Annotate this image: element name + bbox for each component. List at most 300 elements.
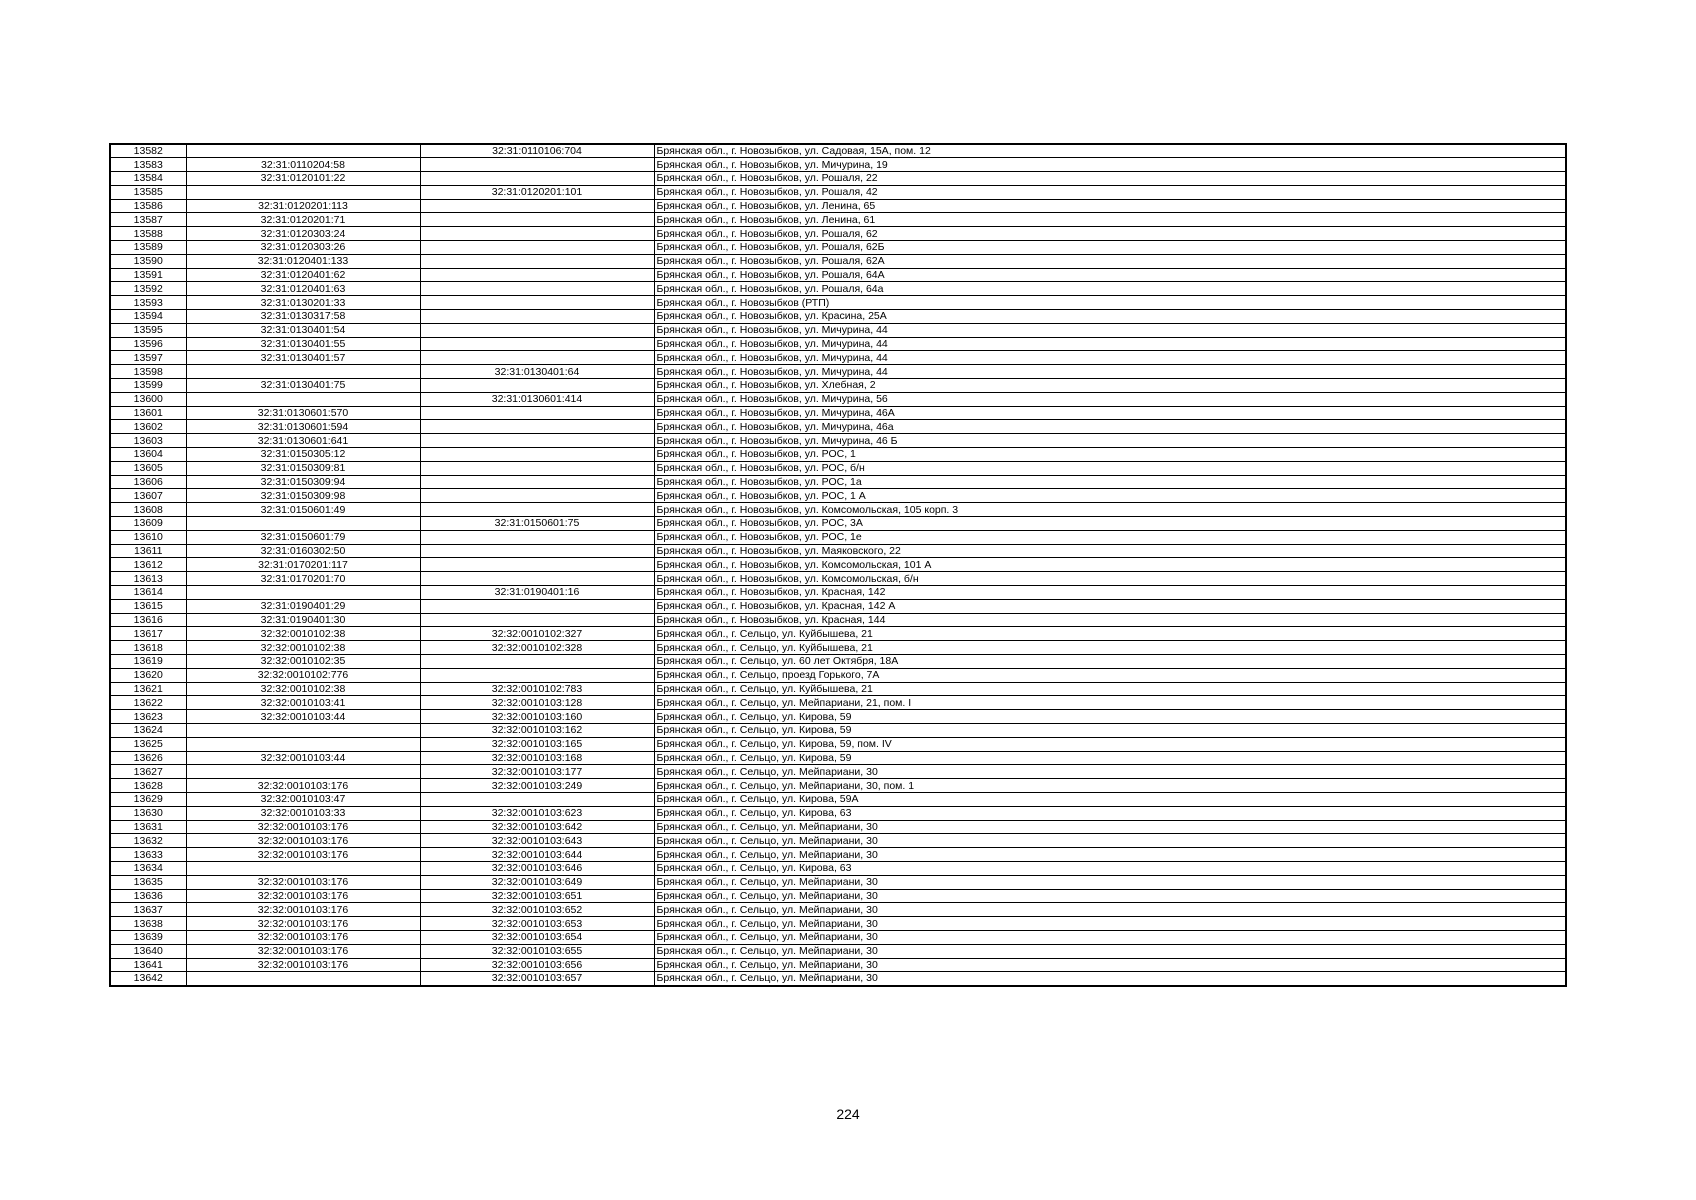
cadastral-parcel-cell: 32:31:0120303:26 [186,241,420,255]
address-cell: Брянская обл., г. Новозыбков, ул. Мичурина, 44 [654,351,1566,365]
row-number-cell: 13596 [110,337,186,351]
table-row [110,682,1566,696]
address-cell: Брянская обл., г. Новозыбков, ул. Ленина, 65 [654,199,1566,213]
cadastral-object-cell: 32:32:0010103:656 [420,958,654,972]
row-number-cell: 13599 [110,379,186,393]
row-number-cell: 13597 [110,351,186,365]
table-row [110,351,1566,365]
cadastral-object-cell: 32:31:0150601:75 [420,517,654,531]
row-number-cell: 13608 [110,503,186,517]
cadastral-object-cell [420,379,654,393]
row-number-cell: 13583 [110,158,186,172]
table-row [110,668,1566,682]
table-row [110,392,1566,406]
address-cell: Брянская обл., г. Новозыбков, ул. Красная, 144 [654,613,1566,627]
row-number-cell: 13603 [110,434,186,448]
table-row [110,517,1566,531]
table-row [110,544,1566,558]
address-cell: Брянская обл., г. Новозыбков, ул. РОС, 1 А [654,489,1566,503]
address-cell: Брянская обл., г. Новозыбков, ул. РОС, 3А [654,517,1566,531]
row-number-cell: 13592 [110,282,186,296]
cadastral-object-cell: 32:31:0130401:64 [420,365,654,379]
cadastral-object-cell [420,241,654,255]
table-row [110,365,1566,379]
cadastral-object-cell: 32:31:0190401:16 [420,586,654,600]
cadastral-parcel-cell: 32:32:0010103:176 [186,820,420,834]
address-cell: Брянская обл., г. Сельцо, ул. Мейпариани, 30 [654,820,1566,834]
table-row [110,420,1566,434]
cadastral-object-cell: 32:32:0010103:177 [420,765,654,779]
cadastral-parcel-cell: 32:32:0010103:44 [186,751,420,765]
cadastral-object-cell [420,461,654,475]
cadastral-parcel-cell: 32:31:0170201:117 [186,558,420,572]
row-number-cell: 13618 [110,641,186,655]
cadastral-parcel-cell: 32:31:0150309:98 [186,489,420,503]
cadastral-parcel-cell: 32:32:0010102:776 [186,668,420,682]
cadastral-parcel-cell [186,765,420,779]
cadastral-object-cell: 32:32:0010103:651 [420,889,654,903]
row-number-cell: 13629 [110,792,186,806]
cadastral-parcel-cell: 32:31:0130401:55 [186,337,420,351]
table-row [110,448,1566,462]
address-cell: Брянская обл., г. Новозыбков, ул. Комсомольская, 105 корп. 3 [654,503,1566,517]
address-cell: Брянская обл., г. Сельцо, ул. Куйбышева, 21 [654,641,1566,655]
row-number-cell: 13590 [110,254,186,268]
table-row [110,199,1566,213]
row-number-cell: 13640 [110,944,186,958]
cadastral-object-cell [420,572,654,586]
table-row [110,268,1566,282]
row-number-cell: 13625 [110,737,186,751]
cadastral-object-cell: 32:31:0110106:704 [420,144,654,158]
table-row [110,282,1566,296]
row-number-cell: 13587 [110,213,186,227]
cadastral-parcel-cell: 32:31:0130401:75 [186,379,420,393]
cadastral-object-cell [420,420,654,434]
address-cell: Брянская обл., г. Новозыбков, ул. РОС, 1 [654,448,1566,462]
cadastral-parcel-cell: 32:31:0120303:24 [186,227,420,241]
cadastral-object-cell: 32:31:0130601:414 [420,392,654,406]
table-row [110,654,1566,668]
cadastral-parcel-cell: 32:31:0130601:641 [186,434,420,448]
address-cell: Брянская обл., г. Сельцо, ул. Мейпариани, 30 [654,903,1566,917]
cadastral-parcel-cell: 32:32:0010103:41 [186,696,420,710]
row-number-cell: 13607 [110,489,186,503]
cadastral-object-cell: 32:32:0010103:162 [420,723,654,737]
address-cell: Брянская обл., г. Новозыбков, ул. Рошаля, 64А [654,268,1566,282]
cadastral-parcel-cell: 32:32:0010102:38 [186,682,420,696]
table-row [110,944,1566,958]
address-cell: Брянская обл., г. Новозыбков, ул. Рошаля, 62Б [654,241,1566,255]
table-row [110,475,1566,489]
cadastral-parcel-cell: 32:32:0010103:176 [186,930,420,944]
cadastral-object-cell: 32:32:0010102:783 [420,682,654,696]
registry-table [109,143,1567,987]
address-cell: Брянская обл., г. Новозыбков, ул. Садовая, 15А, пом. 12 [654,144,1566,158]
address-cell: Брянская обл., г. Новозыбков, ул. Рошаля, 62А [654,254,1566,268]
row-number-cell: 13621 [110,682,186,696]
table-row [110,158,1566,172]
cadastral-object-cell [420,613,654,627]
row-number-cell: 13605 [110,461,186,475]
address-cell: Брянская обл., г. Новозыбков, ул. Рошаля, 62 [654,227,1566,241]
cadastral-object-cell [420,323,654,337]
cadastral-parcel-cell [186,144,420,158]
cadastral-parcel-cell: 32:32:0010103:176 [186,779,420,793]
table-row [110,751,1566,765]
row-number-cell: 13584 [110,172,186,186]
address-cell: Брянская обл., г. Новозыбков, ул. Мичурина, 46а [654,420,1566,434]
table-row [110,241,1566,255]
cadastral-object-cell: 32:32:0010103:654 [420,930,654,944]
table-row [110,696,1566,710]
table-row [110,572,1566,586]
row-number-cell: 13638 [110,917,186,931]
cadastral-object-cell [420,654,654,668]
row-number-cell: 13627 [110,765,186,779]
cadastral-object-cell: 32:32:0010103:646 [420,861,654,875]
cadastral-parcel-cell: 32:31:0150601:79 [186,530,420,544]
cadastral-parcel-cell: 32:31:0190401:29 [186,599,420,613]
page-number: 224 [836,1106,860,1122]
cadastral-parcel-cell: 32:32:0010103:33 [186,806,420,820]
table-row [110,627,1566,641]
cadastral-parcel-cell [186,861,420,875]
address-cell: Брянская обл., г. Новозыбков, ул. Комсомольская, 101 А [654,558,1566,572]
cadastral-object-cell: 32:32:0010103:249 [420,779,654,793]
cadastral-parcel-cell: 32:31:0160302:50 [186,544,420,558]
address-cell: Брянская обл., г. Новозыбков, ул. Ленина, 61 [654,213,1566,227]
cadastral-parcel-cell: 32:31:0150309:81 [186,461,420,475]
table-row [110,144,1566,158]
cadastral-parcel-cell: 32:32:0010103:176 [186,917,420,931]
cadastral-parcel-cell [186,185,420,199]
cadastral-object-cell [420,503,654,517]
row-number-cell: 13616 [110,613,186,627]
address-cell: Брянская обл., г. Сельцо, ул. Кирова, 63 [654,806,1566,820]
table-row [110,875,1566,889]
cadastral-parcel-cell [186,586,420,600]
row-number-cell: 13622 [110,696,186,710]
row-number-cell: 13637 [110,903,186,917]
cadastral-parcel-cell: 32:32:0010103:176 [186,834,420,848]
cadastral-object-cell [420,213,654,227]
cadastral-parcel-cell: 32:31:0120201:71 [186,213,420,227]
row-number-cell: 13641 [110,958,186,972]
address-cell: Брянская обл., г. Новозыбков (РТП) [654,296,1566,310]
cadastral-object-cell: 32:32:0010103:643 [420,834,654,848]
cadastral-parcel-cell [186,365,420,379]
address-cell: Брянская обл., г. Новозыбков, ул. Мичурина, 46А [654,406,1566,420]
row-number-cell: 13593 [110,296,186,310]
table-row [110,737,1566,751]
cadastral-object-cell [420,434,654,448]
row-number-cell: 13626 [110,751,186,765]
row-number-cell: 13620 [110,668,186,682]
address-cell: Брянская обл., г. Сельцо, ул. Мейпариани, 30 [654,875,1566,889]
cadastral-object-cell: 32:32:0010103:642 [420,820,654,834]
address-cell: Брянская обл., г. Новозыбков, ул. Красная, 142 [654,586,1566,600]
table-row [110,503,1566,517]
address-cell: Брянская обл., г. Новозыбков, ул. Хлебная, 2 [654,379,1566,393]
row-number-cell: 13613 [110,572,186,586]
registry-table-body [110,144,1566,986]
address-cell: Брянская обл., г. Новозыбков, ул. Рошаля, 64а [654,282,1566,296]
table-row [110,930,1566,944]
cadastral-object-cell [420,530,654,544]
cadastral-object-cell [420,282,654,296]
row-number-cell: 13624 [110,723,186,737]
address-cell: Брянская обл., г. Сельцо, ул. Кирова, 59 [654,751,1566,765]
cadastral-object-cell: 32:31:0120201:101 [420,185,654,199]
row-number-cell: 13610 [110,530,186,544]
table-row [110,834,1566,848]
cadastral-object-cell [420,792,654,806]
cadastral-object-cell: 32:32:0010103:165 [420,737,654,751]
row-number-cell: 13604 [110,448,186,462]
table-row [110,461,1566,475]
row-number-cell: 13589 [110,241,186,255]
cadastral-parcel-cell: 32:31:0190401:30 [186,613,420,627]
address-cell: Брянская обл., г. Сельцо, ул. Кирова, 59А [654,792,1566,806]
row-number-cell: 13600 [110,392,186,406]
cadastral-object-cell: 32:32:0010102:327 [420,627,654,641]
cadastral-parcel-cell: 32:31:0130201:33 [186,296,420,310]
cadastral-parcel-cell: 32:32:0010103:176 [186,944,420,958]
cadastral-object-cell: 32:32:0010103:160 [420,710,654,724]
table-row [110,227,1566,241]
row-number-cell: 13628 [110,779,186,793]
cadastral-object-cell [420,544,654,558]
cadastral-object-cell: 32:32:0010103:644 [420,848,654,862]
cadastral-object-cell [420,448,654,462]
table-row [110,434,1566,448]
row-number-cell: 13623 [110,710,186,724]
table-row [110,972,1566,986]
cadastral-object-cell: 32:32:0010103:649 [420,875,654,889]
address-cell: Брянская обл., г. Новозыбков, ул. Красина, 25А [654,310,1566,324]
table-row [110,641,1566,655]
address-cell: Брянская обл., г. Сельцо, ул. Мейпариани, 30 [654,848,1566,862]
table-row [110,296,1566,310]
cadastral-parcel-cell: 32:32:0010103:44 [186,710,420,724]
cadastral-parcel-cell: 32:32:0010103:47 [186,792,420,806]
table-row [110,779,1566,793]
table-row [110,379,1566,393]
row-number-cell: 13619 [110,654,186,668]
cadastral-parcel-cell [186,517,420,531]
address-cell: Брянская обл., г. Сельцо, ул. Кирова, 59, пом. IV [654,737,1566,751]
cadastral-object-cell: 32:32:0010103:652 [420,903,654,917]
cadastral-parcel-cell: 32:31:0150309:94 [186,475,420,489]
table-row [110,406,1566,420]
cadastral-parcel-cell: 32:32:0010102:38 [186,641,420,655]
address-cell: Брянская обл., г. Сельцо, ул. Мейпариани, 30 [654,917,1566,931]
row-number-cell: 13594 [110,310,186,324]
address-cell: Брянская обл., г. Сельцо, проезд Горького, 7А [654,668,1566,682]
cadastral-object-cell: 32:32:0010103:655 [420,944,654,958]
table-row [110,820,1566,834]
address-cell: Брянская обл., г. Новозыбков, ул. Рошаля, 22 [654,172,1566,186]
address-cell: Брянская обл., г. Сельцо, ул. Мейпариани, 30 [654,834,1566,848]
address-cell: Брянская обл., г. Сельцо, ул. Куйбышева, 21 [654,627,1566,641]
cadastral-parcel-cell: 32:31:0150601:49 [186,503,420,517]
cadastral-object-cell: 32:32:0010102:328 [420,641,654,655]
cadastral-object-cell [420,254,654,268]
address-cell: Брянская обл., г. Новозыбков, ул. Красная, 142 А [654,599,1566,613]
row-number-cell: 13612 [110,558,186,572]
cadastral-object-cell [420,599,654,613]
cadastral-object-cell: 32:32:0010103:657 [420,972,654,986]
cadastral-parcel-cell: 32:32:0010102:38 [186,627,420,641]
table-row [110,958,1566,972]
cadastral-parcel-cell: 32:31:0150305:12 [186,448,420,462]
cadastral-parcel-cell: 32:32:0010103:176 [186,903,420,917]
row-number-cell: 13586 [110,199,186,213]
row-number-cell: 13591 [110,268,186,282]
row-number-cell: 13609 [110,517,186,531]
cadastral-parcel-cell: 32:32:0010103:176 [186,889,420,903]
row-number-cell: 13595 [110,323,186,337]
table-row [110,861,1566,875]
table-row [110,185,1566,199]
table-row [110,765,1566,779]
table-row [110,337,1566,351]
cadastral-parcel-cell: 32:31:0130317:58 [186,310,420,324]
table-row [110,903,1566,917]
cadastral-object-cell [420,558,654,572]
row-number-cell: 13611 [110,544,186,558]
cadastral-parcel-cell: 32:31:0120401:63 [186,282,420,296]
cadastral-parcel-cell: 32:31:0130601:594 [186,420,420,434]
cadastral-object-cell [420,227,654,241]
address-cell: Брянская обл., г. Сельцо, ул. 60 лет Октября, 18А [654,654,1566,668]
address-cell: Брянская обл., г. Новозыбков, ул. Маяковского, 22 [654,544,1566,558]
table-row [110,489,1566,503]
cadastral-parcel-cell [186,972,420,986]
address-cell: Брянская обл., г. Сельцо, ул. Мейпариани, 30 [654,930,1566,944]
row-number-cell: 13632 [110,834,186,848]
row-number-cell: 13582 [110,144,186,158]
cadastral-parcel-cell: 32:31:0120101:22 [186,172,420,186]
cadastral-parcel-cell: 32:31:0120401:133 [186,254,420,268]
cadastral-object-cell [420,406,654,420]
address-cell: Брянская обл., г. Новозыбков, ул. Мичурина, 56 [654,392,1566,406]
address-cell: Брянская обл., г. Новозыбков, ул. Мичурина, 19 [654,158,1566,172]
table-row [110,310,1566,324]
cadastral-parcel-cell [186,737,420,751]
row-number-cell: 13634 [110,861,186,875]
row-number-cell: 13585 [110,185,186,199]
row-number-cell: 13602 [110,420,186,434]
cadastral-object-cell [420,337,654,351]
cadastral-object-cell [420,158,654,172]
table-row [110,599,1566,613]
address-cell: Брянская обл., г. Новозыбков, ул. Мичурина, 44 [654,337,1566,351]
table-row [110,254,1566,268]
cadastral-parcel-cell [186,723,420,737]
cadastral-parcel-cell: 32:31:0110204:58 [186,158,420,172]
address-cell: Брянская обл., г. Сельцо, ул. Мейпариани, 30 [654,958,1566,972]
cadastral-parcel-cell: 32:31:0120401:62 [186,268,420,282]
table-row [110,323,1566,337]
cadastral-object-cell [420,351,654,365]
cadastral-parcel-cell: 32:31:0170201:70 [186,572,420,586]
table-row [110,848,1566,862]
row-number-cell: 13639 [110,930,186,944]
address-cell: Брянская обл., г. Сельцо, ул. Кирова, 59 [654,710,1566,724]
table-row [110,558,1566,572]
address-cell: Брянская обл., г. Сельцо, ул. Мейпариани, 30 [654,944,1566,958]
address-cell: Брянская обл., г. Новозыбков, ул. Мичурина, 44 [654,365,1566,379]
address-cell: Брянская обл., г. Сельцо, ул. Мейпариани, 30 [654,972,1566,986]
cadastral-object-cell [420,172,654,186]
table-row [110,213,1566,227]
table-row [110,586,1566,600]
table-row [110,710,1566,724]
table-row [110,613,1566,627]
cadastral-parcel-cell: 32:32:0010102:35 [186,654,420,668]
cadastral-object-cell [420,668,654,682]
row-number-cell: 13588 [110,227,186,241]
cadastral-object-cell: 32:32:0010103:128 [420,696,654,710]
cadastral-object-cell [420,310,654,324]
cadastral-parcel-cell: 32:31:0120201:113 [186,199,420,213]
cadastral-object-cell: 32:32:0010103:168 [420,751,654,765]
address-cell: Брянская обл., г. Новозыбков, ул. РОС, 1а [654,475,1566,489]
address-cell: Брянская обл., г. Сельцо, ул. Мейпариани, 30 [654,765,1566,779]
row-number-cell: 13606 [110,475,186,489]
table-row [110,172,1566,186]
address-cell: Брянская обл., г. Сельцо, ул. Кирова, 59 [654,723,1566,737]
cadastral-object-cell [420,475,654,489]
row-number-cell: 13642 [110,972,186,986]
row-number-cell: 13617 [110,627,186,641]
address-cell: Брянская обл., г. Новозыбков, ул. Комсомольская, б/н [654,572,1566,586]
row-number-cell: 13601 [110,406,186,420]
cadastral-parcel-cell: 32:32:0010103:176 [186,875,420,889]
row-number-cell: 13630 [110,806,186,820]
address-cell: Брянская обл., г. Сельцо, ул. Куйбышева, 21 [654,682,1566,696]
address-cell: Брянская обл., г. Новозыбков, ул. РОС, б/н [654,461,1566,475]
row-number-cell: 13631 [110,820,186,834]
row-number-cell: 13636 [110,889,186,903]
table-row [110,530,1566,544]
cadastral-parcel-cell: 32:32:0010103:176 [186,958,420,972]
row-number-cell: 13635 [110,875,186,889]
cadastral-parcel-cell: 32:31:0130601:570 [186,406,420,420]
cadastral-object-cell [420,296,654,310]
address-cell: Брянская обл., г. Новозыбков, ул. Мичурина, 46 Б [654,434,1566,448]
cadastral-parcel-cell: 32:32:0010103:176 [186,848,420,862]
cadastral-parcel-cell: 32:31:0130401:54 [186,323,420,337]
address-cell: Брянская обл., г. Новозыбков, ул. РОС, 1е [654,530,1566,544]
address-cell: Брянская обл., г. Новозыбков, ул. Рошаля, 42 [654,185,1566,199]
row-number-cell: 13614 [110,586,186,600]
row-number-cell: 13598 [110,365,186,379]
table-row [110,723,1566,737]
table-row [110,806,1566,820]
address-cell: Брянская обл., г. Новозыбков, ул. Мичурина, 44 [654,323,1566,337]
cadastral-object-cell [420,489,654,503]
cadastral-object-cell: 32:32:0010103:623 [420,806,654,820]
row-number-cell: 13633 [110,848,186,862]
row-number-cell: 13615 [110,599,186,613]
address-cell: Брянская обл., г. Сельцо, ул. Мейпариани, 30 [654,889,1566,903]
cadastral-parcel-cell [186,392,420,406]
cadastral-object-cell [420,268,654,282]
address-cell: Брянская обл., г. Сельцо, ул. Кирова, 63 [654,861,1566,875]
